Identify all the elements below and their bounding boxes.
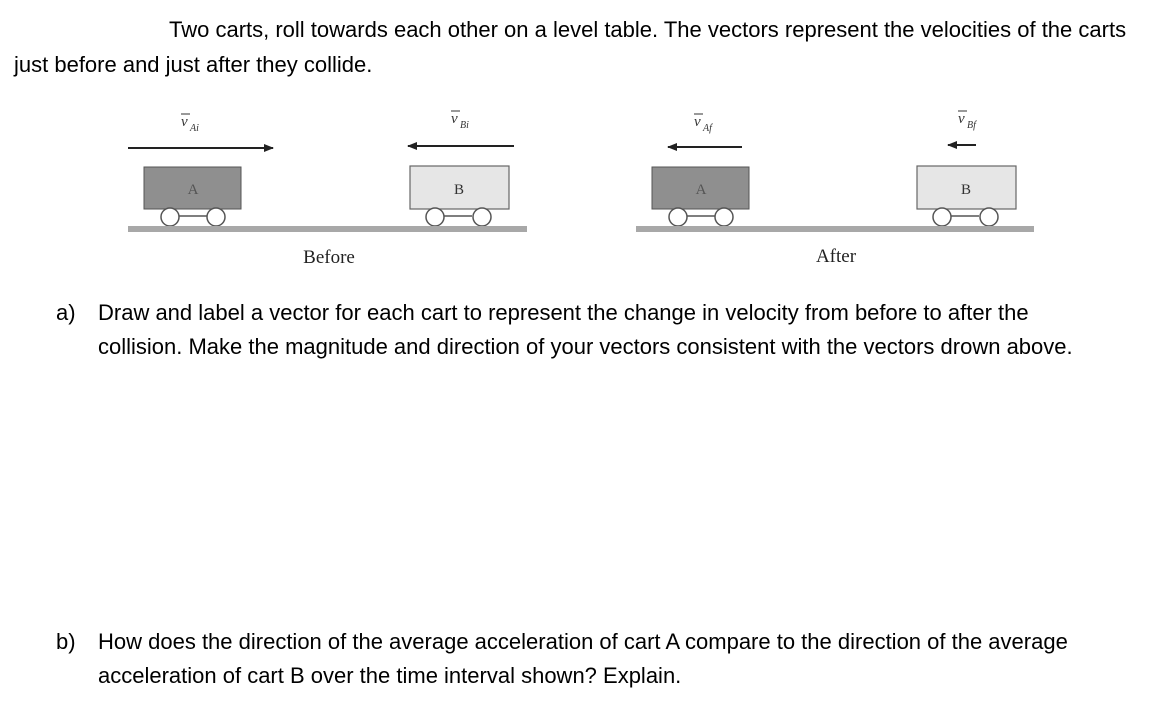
question-b-text: How does the direction of the average acceleration of cart A compare to the direction of the average acceleration of cart B over the time interval shown? Explain. [98, 629, 1068, 688]
wheel [161, 208, 179, 226]
wheel [207, 208, 225, 226]
intro-paragraph: Two carts, roll towards each other on a level table. The vectors represent the velocities of the carts just before and just after they collide. [14, 17, 1127, 77]
question-b-label: b) [56, 629, 76, 654]
cart-a-after [652, 167, 749, 226]
v-bi-symbol: v [451, 111, 458, 127]
wheel [669, 208, 687, 226]
cart-a-label: A [695, 182, 707, 198]
v-af-subscript: Af [703, 123, 712, 134]
question-a-text: Draw and label a vector for each cart to represent the change in velocity from before to after the collision. Make the magnitude and direction of your vectors consistent with the vectors drown above. [98, 300, 1073, 359]
v-bi-label [451, 111, 469, 131]
v-af-symbol: v [694, 114, 701, 130]
v-ai-subscript: Ai [190, 123, 199, 134]
before-panel [128, 111, 527, 268]
wheel [933, 208, 951, 226]
cart-b-label: B [960, 182, 972, 198]
after-caption: After [815, 246, 857, 267]
before-caption: Before [303, 247, 355, 268]
v-bf-symbol: v [958, 111, 965, 127]
cart-b-before [410, 166, 509, 226]
v-af-label [694, 114, 713, 134]
question-a [56, 296, 1116, 364]
after-panel [636, 111, 1034, 267]
v-bf-subscript: Bf [967, 120, 976, 131]
question-b [56, 625, 1116, 693]
wheel [715, 208, 733, 226]
cart-b-label: B [453, 182, 465, 198]
cart-b-after [917, 166, 1016, 226]
wheel [473, 208, 491, 226]
table-after [636, 226, 1034, 232]
table-before [128, 226, 527, 232]
wheel [980, 208, 998, 226]
v-ai-symbol: v [181, 114, 188, 130]
v-ai-label [181, 114, 199, 134]
cart-a-before [144, 167, 241, 226]
wheel [426, 208, 444, 226]
question-a-label: a) [56, 300, 76, 325]
v-bf-label [958, 111, 977, 131]
v-bi-subscript: Bi [460, 120, 469, 131]
cart-a-label: A [187, 182, 199, 198]
